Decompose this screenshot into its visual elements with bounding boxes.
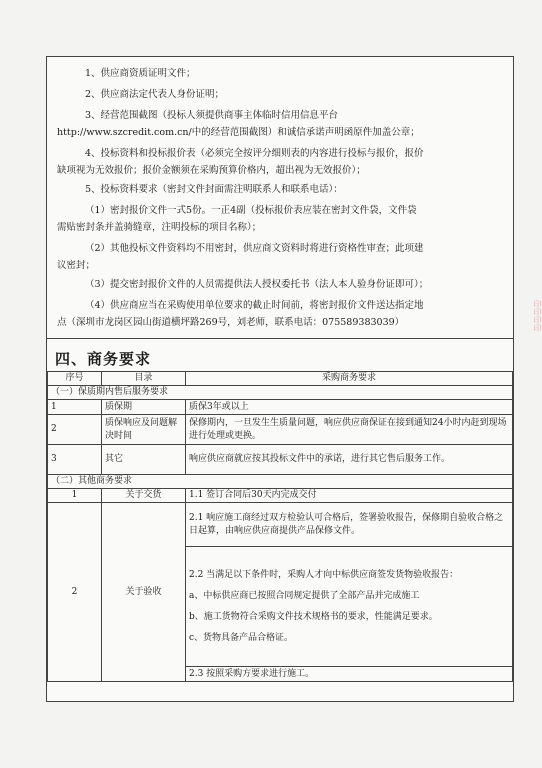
list-item: 议密封； xyxy=(57,260,96,271)
list-item: （2）其他投标文件资料均不用密封，供应商文资料时将进行资格性审查；此项建 xyxy=(85,243,424,254)
row-requirement: 1.1 签订合同后30天内完成交付 xyxy=(186,489,513,503)
row-requirement: 2.3 按照采购方要求进行施工。 xyxy=(186,667,513,682)
list-item: 1、供应商资质证明文件； xyxy=(85,68,196,79)
business-requirements-table xyxy=(47,371,513,682)
row-requirement xyxy=(186,547,513,667)
group-title: （一）保质期内售后服务要求 xyxy=(48,386,513,400)
header-cell: 采购商务要求 xyxy=(186,372,513,386)
row-number: 3 xyxy=(48,445,102,475)
table-row xyxy=(48,415,513,445)
section-heading: 四、商务要求 xyxy=(55,350,152,368)
row-requirement: 质保3年或以上 xyxy=(186,400,513,415)
list-item: 需贴密封条并盖骑缝章，注明投标的项目名称）； xyxy=(57,222,262,233)
header-cell: 目录 xyxy=(102,372,186,386)
requirement-line: a、中标供应商已按照合同规定提供了全部产品并完成施工 xyxy=(189,590,420,601)
row-category: 关于验收 xyxy=(102,503,186,682)
row-requirement: 保修期内，一旦发生生质量问题，响应供应商保证在接到通知24小时内赶到现场进行处理或更换。 xyxy=(186,415,513,445)
table-row xyxy=(48,445,513,475)
requirement-line: b、施工货物符合采购文件技术规格书的要求，性能满足要求。 xyxy=(189,611,438,622)
seal-stamp-fragment: 印印印印 xyxy=(533,300,542,332)
row-category: 关于交货 xyxy=(102,489,186,503)
list-item: 4、投标资料和投标报价表（必须完全按评分细则表的内容进行投标与报价，报价 xyxy=(85,148,424,159)
list-item: 3、经营范围截图（投标人须提供商事主体临时信用信息平台 xyxy=(85,110,339,121)
requirement-line: 2.2 当满足以下条件时，采购人才向中标供应商签发货物验收报告： xyxy=(189,569,459,580)
row-requirement: 响应供应商就应按其投标文件中的承诺，进行其它售后服务工作。 xyxy=(186,445,513,475)
row-number: 2 xyxy=(48,415,102,445)
table-header-row xyxy=(48,372,513,386)
group-title-row xyxy=(48,386,513,400)
list-item: 缺项视为无效报价；报价金额须在采购预算价格内，超出视为无效报价）； xyxy=(57,165,366,176)
table-row xyxy=(48,489,513,503)
list-item: （4）供应商应当在采购使用单位要求的截止时间前，将密封报价文件送达指定地 xyxy=(85,300,424,311)
list-item: http://www.szcredit.com.cn/中的经营范围截图）和诚信承诺声明函原件加盖公章； xyxy=(57,127,420,138)
list-item: （1）密封报价文件一式5份。一正4副（投标报价表应装在密封文件袋，文件袋 xyxy=(85,205,417,216)
row-category: 质保期 xyxy=(102,400,186,415)
table-row xyxy=(48,503,513,547)
row-number: 1 xyxy=(48,400,102,415)
row-number: 1 xyxy=(48,489,102,503)
list-item: 5、投标资料要求（密封文件封面需注明联系人和联系电话）： xyxy=(85,184,343,195)
list-item: （3）提交密封报价文件的人员需提供法人授权委托书（法人本人验身份证即可）； xyxy=(85,279,429,290)
document-page xyxy=(46,56,514,702)
table-row xyxy=(48,400,513,415)
row-number: 2 xyxy=(48,503,102,682)
requirements-box xyxy=(47,57,513,339)
group-title-row xyxy=(48,475,513,489)
row-category: 质保响应及问题解决时间 xyxy=(102,415,186,445)
row-category: 其它 xyxy=(102,445,186,475)
list-item: 2、供应商法定代表人身份证明； xyxy=(85,89,225,100)
list-item: 点（深圳市龙岗区园山街道横坪路269号，刘老师，联系电话：075589383039） xyxy=(57,317,405,328)
row-requirement: 2.1 响应施工商经过双方检验认可合格后，签署验收报告，保修期自验收合格之日起算，由响应供应商提供产品保修文件。 xyxy=(186,503,513,547)
group-title: （二）其他商务要求 xyxy=(48,475,513,489)
header-cell: 序号 xyxy=(48,372,102,386)
requirement-line: c、货物具备产品合格证。 xyxy=(189,632,294,643)
